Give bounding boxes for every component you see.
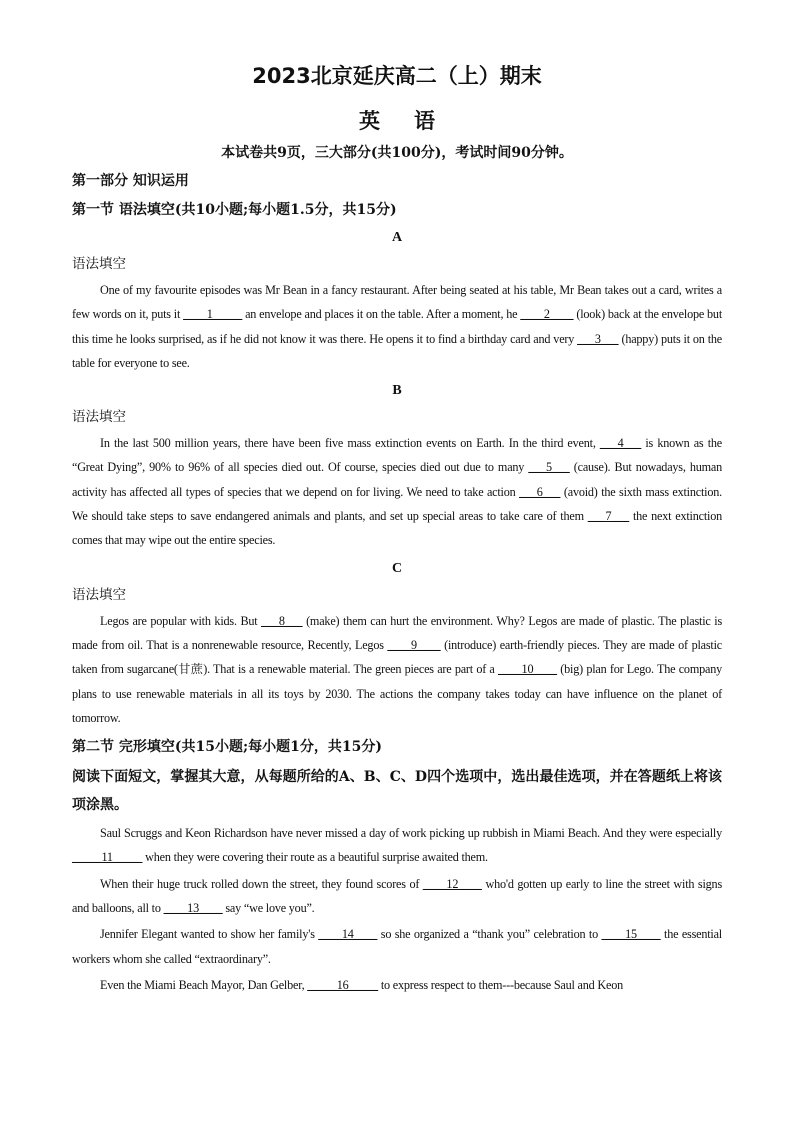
exam-title: 2023北京延庆高二（上）期末 <box>252 64 542 88</box>
passage-text: when they were covering their route as a beautiful surprise awaited them. <box>142 850 488 865</box>
passage-label: 语法填空 <box>72 409 126 426</box>
passage-paragraph <box>72 821 722 870</box>
passage-letter: C <box>391 560 403 576</box>
answer-blank: ____15____ <box>601 927 661 942</box>
passage-text: (cause). But nowadays, human activity has affected all types of species that we depend on for living. We need to take action <box>72 460 723 499</box>
answer-blank: ___3___ <box>577 331 619 346</box>
passage-paragraph <box>72 872 722 921</box>
grammar-passages <box>72 226 722 730</box>
answer-blank: ____13____ <box>163 901 223 916</box>
cloze-passage <box>72 821 722 997</box>
passage-text: Saul Scruggs and Keon Richardson have never missed a day of work picking up rubbish in Miami Beach. And they were especially <box>100 826 722 841</box>
answer-blank: ____9____ <box>387 637 441 652</box>
answer-blank: _____11_____ <box>72 850 143 865</box>
answer-blank: ____12____ <box>422 876 482 891</box>
passage-paragraph <box>72 973 722 997</box>
passage-text: (introduce) earth-friendly pieces. They are made of plastic taken from sugarcane(甘蔗). That is a renewable material. The green pieces are part of a <box>72 637 722 677</box>
passage-text: (make) them can hurt the environment. Why? Legos are made of plastic. The plastic is made from oil. That is a nonrenewable resource, Recently, Legos <box>72 613 722 652</box>
answer-blank: ___4___ <box>599 436 642 451</box>
answer-blank: ____10____ <box>497 662 557 677</box>
passage-text: (happy) puts it on the table for everyone to see. <box>72 331 722 370</box>
answer-blank: ____1_____ <box>183 307 243 322</box>
passage-text: In the last 500 million years, there have been five mass extinction events on Earth. In the third event, <box>100 436 600 451</box>
passage-paragraph <box>72 609 722 730</box>
passage-text: the essential workers whom she called “extraordinary”. <box>72 927 722 966</box>
answer-blank: ___5___ <box>528 460 570 475</box>
passage-text: an envelope and places it on the table. After a moment, he <box>242 307 521 322</box>
passage-text: Legos are popular with kids. But <box>100 613 262 628</box>
answer-blank: ____2____ <box>520 307 574 322</box>
passage-text: Even the Miami Beach Mayor, Dan Gelber, <box>100 977 308 992</box>
passage-text: who'd gotten up early to line the street with signs and balloons, all to <box>72 876 722 916</box>
answer-blank: ____14____ <box>318 927 378 942</box>
passage-label: 语法填空 <box>72 586 126 603</box>
subject-title: 英语 <box>359 109 469 133</box>
passage-text: so she organized a “thank you” celebration to <box>377 927 602 942</box>
passage-text: (avoid) the sixth mass extinction. We should take steps to save endangered animals and plants, and set up special areas to take care of them <box>72 484 722 524</box>
passage-letter: B <box>392 383 402 399</box>
passage-text: One of my favourite episodes was Mr Bean in a fancy restaurant. After being seated at his table, Mr Bean takes out a card, writes a few words on it, puts it <box>72 283 722 322</box>
passage-text: say “we love you”. <box>222 901 315 916</box>
part1-heading: 第一部分 知识运用 <box>72 173 189 189</box>
passage-text: (look) back at the envelope but this time he looks surprised, as if he did not know it was there. He opens it to find a birthday card and very <box>72 307 723 346</box>
passage-letter: A <box>391 230 403 245</box>
answer-blank: _____16_____ <box>307 977 379 992</box>
exam-page <box>72 60 722 997</box>
answer-blank: ___6___ <box>519 484 561 499</box>
passage-text: Jennifer Elegant wanted to show her family's <box>100 927 319 942</box>
passage-paragraph <box>72 922 722 971</box>
passage-text: the next extinction comes that may wipe out the entire species. <box>72 509 722 548</box>
answer-blank: ___7___ <box>587 509 630 524</box>
passage-paragraph <box>72 431 722 552</box>
answer-blank: ___8___ <box>261 613 303 628</box>
cloze-instruction: 阅读下面短文，掌握其大意，从每题所给的A、B、C、D四个选项中，选出最佳选项，并在答题纸上将该项涂黑。 <box>72 769 722 814</box>
passage-label: 语法填空 <box>72 256 126 272</box>
passage-text: to express respect to them---because Saul and Keon <box>378 977 623 992</box>
section1-heading: 第一节 语法填空(共10小题;每小题1.5分，共15分) <box>72 202 397 218</box>
section2-heading: 第二节 完形填空(共15小题;每小题1分，共15分) <box>72 739 382 756</box>
passage-text: is known as the “Great Dying”, 90% to 96% of all species died out. Of course, species died out due to many <box>72 436 722 475</box>
passage-paragraph <box>72 278 722 375</box>
passage-text: When their huge truck rolled down the street, they found scores of <box>100 876 423 891</box>
exam-intro: 本试卷共9页，三大部分(共100分)，考试时间90分钟。 <box>221 145 573 161</box>
passage-text: (big) plan for Lego. The company plans to use renewable materials in all its toys by 2030. The actions the company takes today can have influence on the planet of tomorrow. <box>72 662 722 725</box>
